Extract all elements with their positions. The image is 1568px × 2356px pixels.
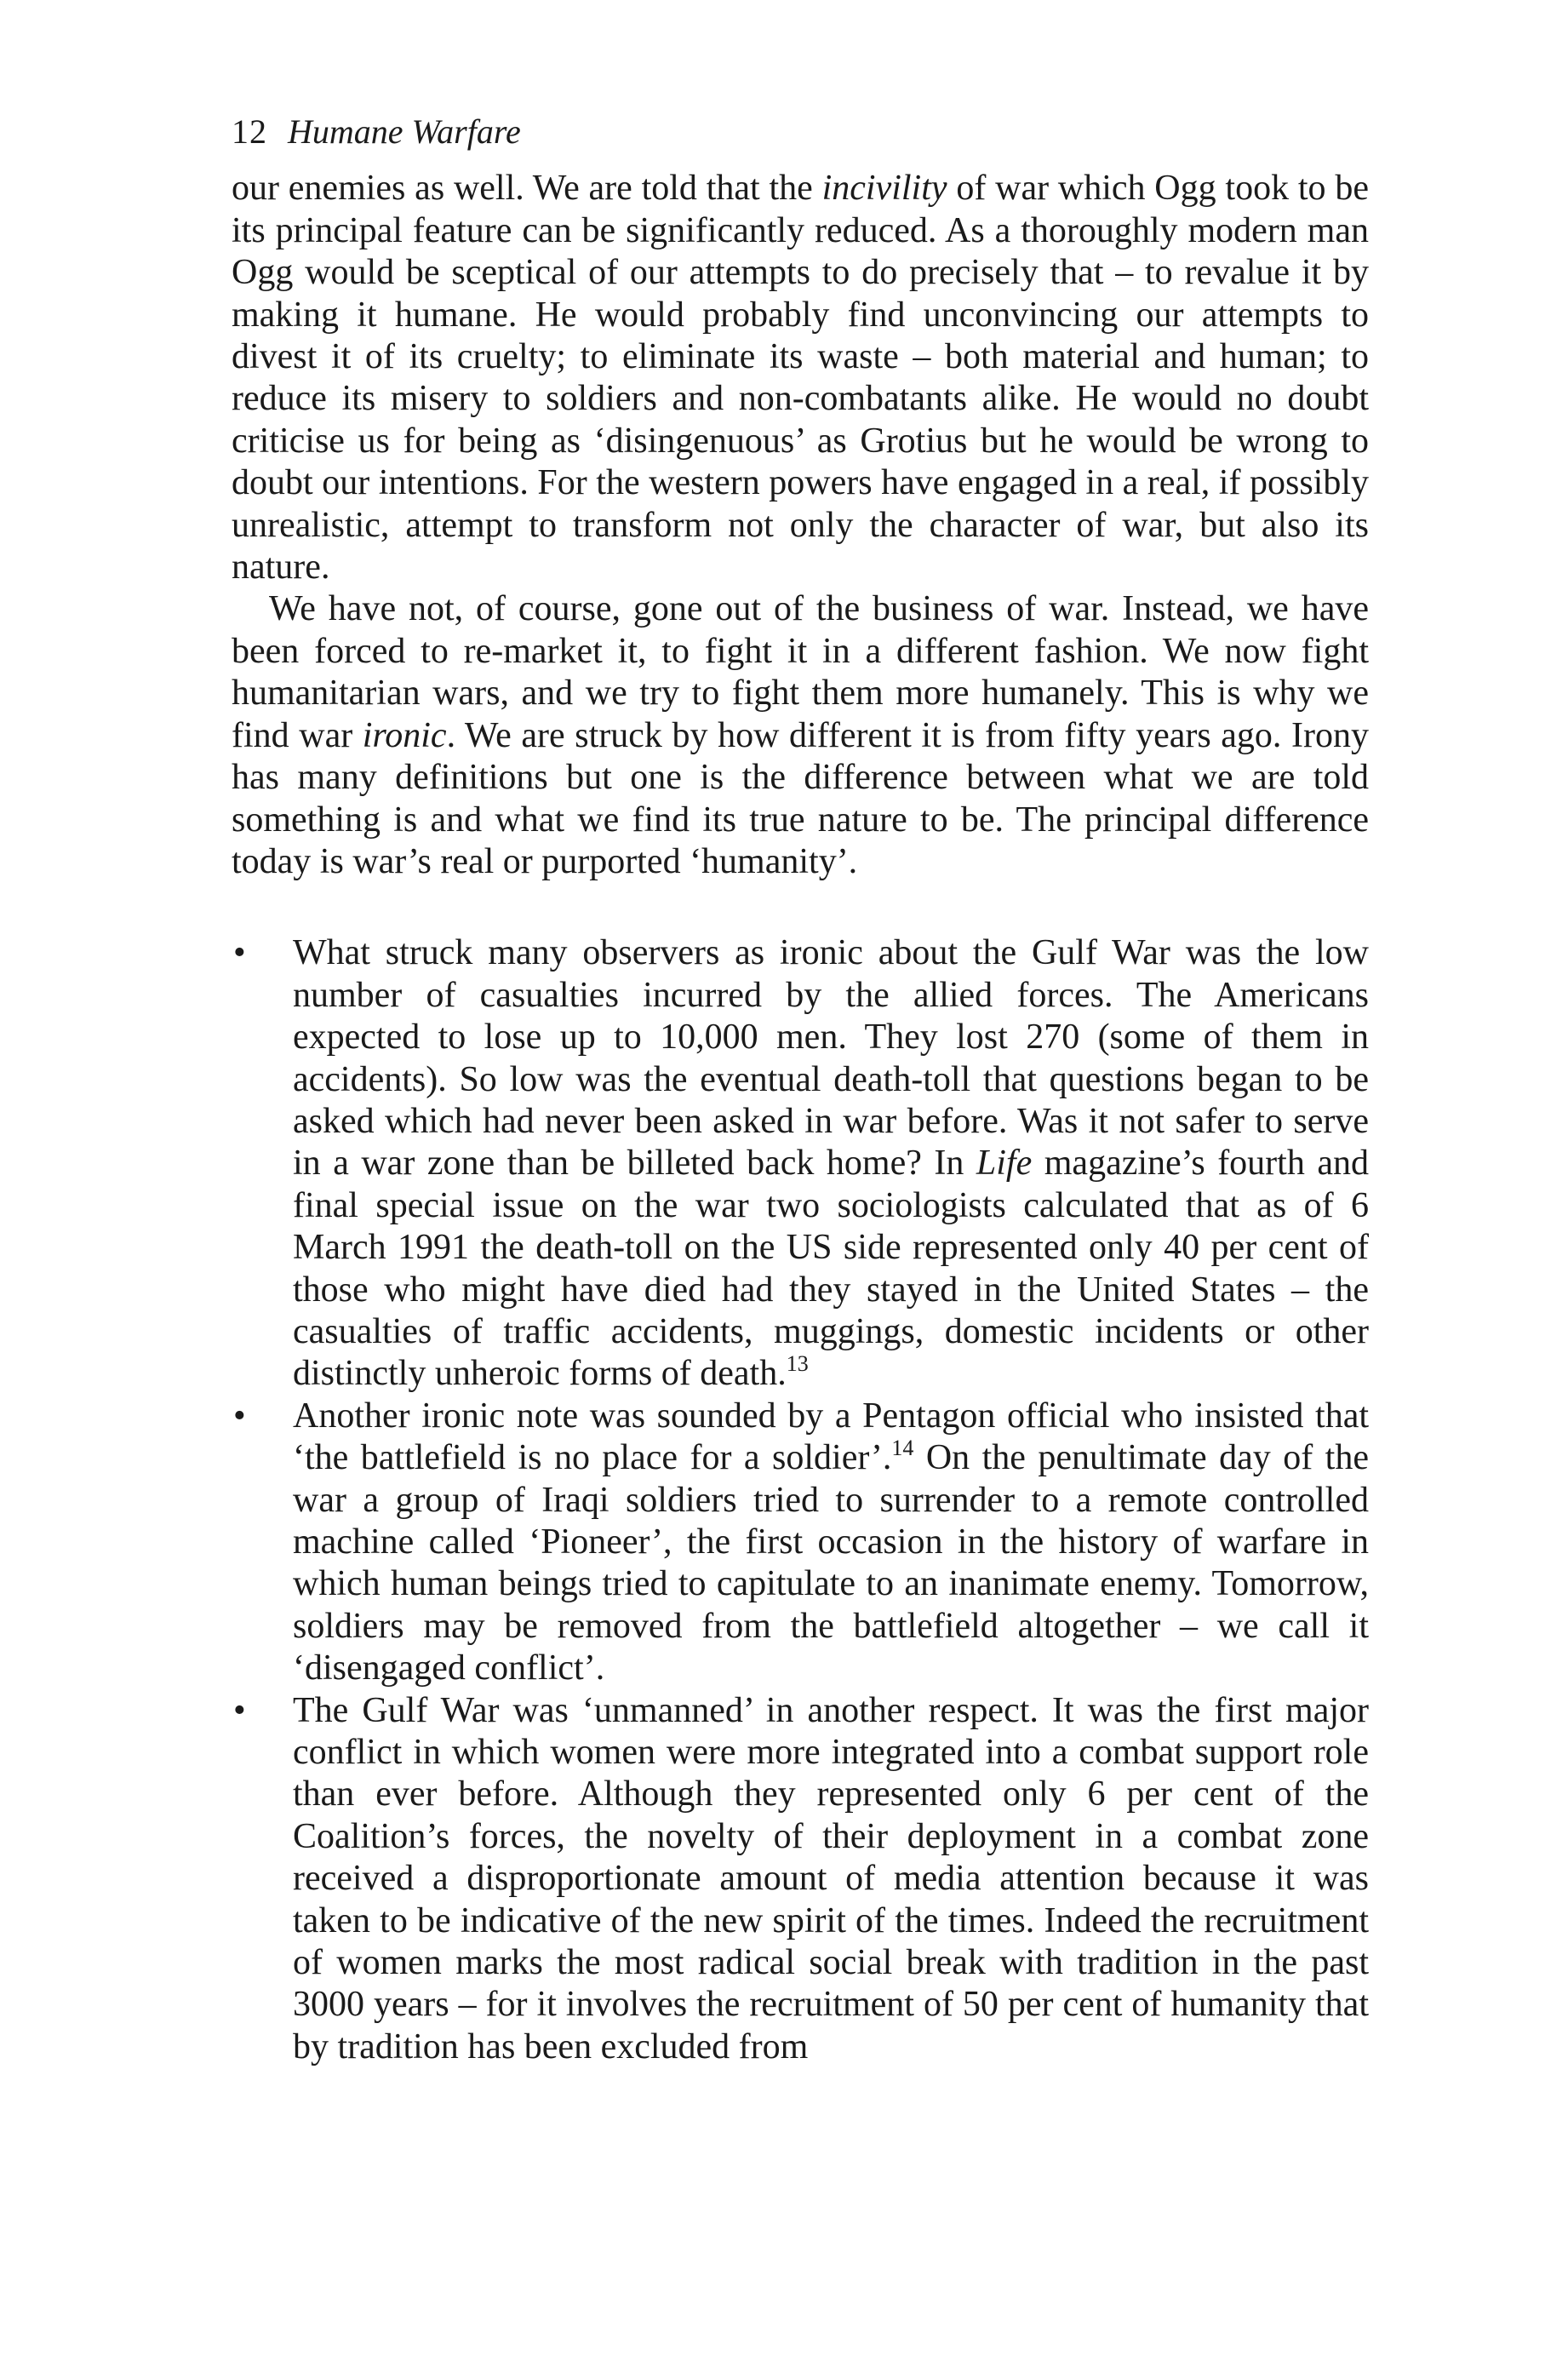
paragraph	[232, 588, 1369, 883]
text-run: On the penultimate day of the war a group of Iraqi soldiers tried to surrender to a remote controlled machine called ‘Pioneer’, the first occasion in the history of warfare in which human beings tried to capitulate to an inanimate enemy. Tomorrow, soldiers may be removed from the battlefield altogether – we call it ‘disengaged conflict’.	[293, 1438, 1369, 1688]
bullet-item	[232, 1690, 1369, 2069]
footnote-ref: 14	[891, 1436, 914, 1461]
emphasis: incivility	[821, 169, 947, 209]
footnote-ref: 13	[786, 1351, 809, 1377]
bullet-list	[232, 932, 1369, 2068]
page-number: 12	[232, 112, 267, 151]
book-title: Humane Warfare	[288, 112, 521, 151]
bullet-marker: •	[233, 1690, 246, 1730]
text-run: of war which Ogg took to be its principal feature can be significantly reduced. As a thoroughly modern man Ogg would be sceptical of our attempts to do precisely that – to revalue it by making it humane. He would probably find unconvincing our attempts to divest it of its cruelty; to eliminate its waste – both material and human; to reduce its misery to soldiers and non-combatants alike. He would no doubt criticise us for being as ‘disingenuous’ as Grotius but he would be wrong to doubt our intentions. For the western powers have engaged in a real, if possibly unrealistic, attempt to transform not only the character of war, but also its nature.	[232, 169, 1369, 588]
text-run: What struck many observers as ironic about the Gulf War was the low number of casualties incurred by the allied forces. The Americans expected to lose up to 10,000 men. They lost 270 (some of them in accidents). So low was the eventual death-toll that questions began to be asked which had never been asked in war before. Was it not safer to serve in a war zone than be billeted back home? In	[293, 933, 1369, 1184]
text-run: The Gulf War was ‘unmanned’ in another respect. It was the first major conflict in which women were more integrated into a combat support role than ever before. Although they represented only 6 per cent of the Coalition’s forces, the novelty of their deployment in a combat zone received a disproportionate amount of media attention because it was taken to be indicative of the new spirit of the times. Indeed the recruitment of women marks the most radical social break with tradition in the past 3000 years – for it involves the recruitment of 50 per cent of humanity that by tradition has been excluded from	[293, 1690, 1369, 2067]
bullet-marker: •	[233, 933, 246, 973]
bullet-item	[232, 932, 1369, 1395]
text-run: Another ironic note was sounded by a Pentagon official who insisted that ‘the battlefield is no place for a soldier’.	[293, 1396, 1369, 1478]
emphasis: ironic	[362, 715, 447, 755]
text-run: We have not, of course, gone out of the business of war. Instead, we have been forced to re-market it, to fight it in a different fashion. We now fight humanitarian wars, and we try to fight them more humanely. This is why we find war	[232, 589, 1369, 755]
text-run: . We are struck by how different it is from fifty years ago. Irony has many definitions but one is the difference between what we are told something is and what we find its true nature to be. The principal difference today is war’s real or purported ‘humanity’.	[232, 715, 1369, 881]
text-run: our enemies as well. We are told that the	[232, 169, 822, 209]
section-gap	[232, 883, 1369, 932]
book-page	[232, 111, 1369, 2068]
bullet-marker: •	[233, 1396, 246, 1436]
bullet-item	[232, 1396, 1369, 1690]
running-head	[232, 111, 1369, 152]
text-run: magazine’s fourth and final special issue on the war two sociologists calculated that as of 6 March 1991 the death-toll on the US side represented only 40 per cent of those who might have died had they stayed in the United States – the casualties of traffic accidents, muggings, domestic incidents or other distinctly unheroic forms of death.	[293, 1144, 1369, 1394]
emphasis: Life	[976, 1144, 1033, 1184]
paragraph	[232, 168, 1369, 588]
